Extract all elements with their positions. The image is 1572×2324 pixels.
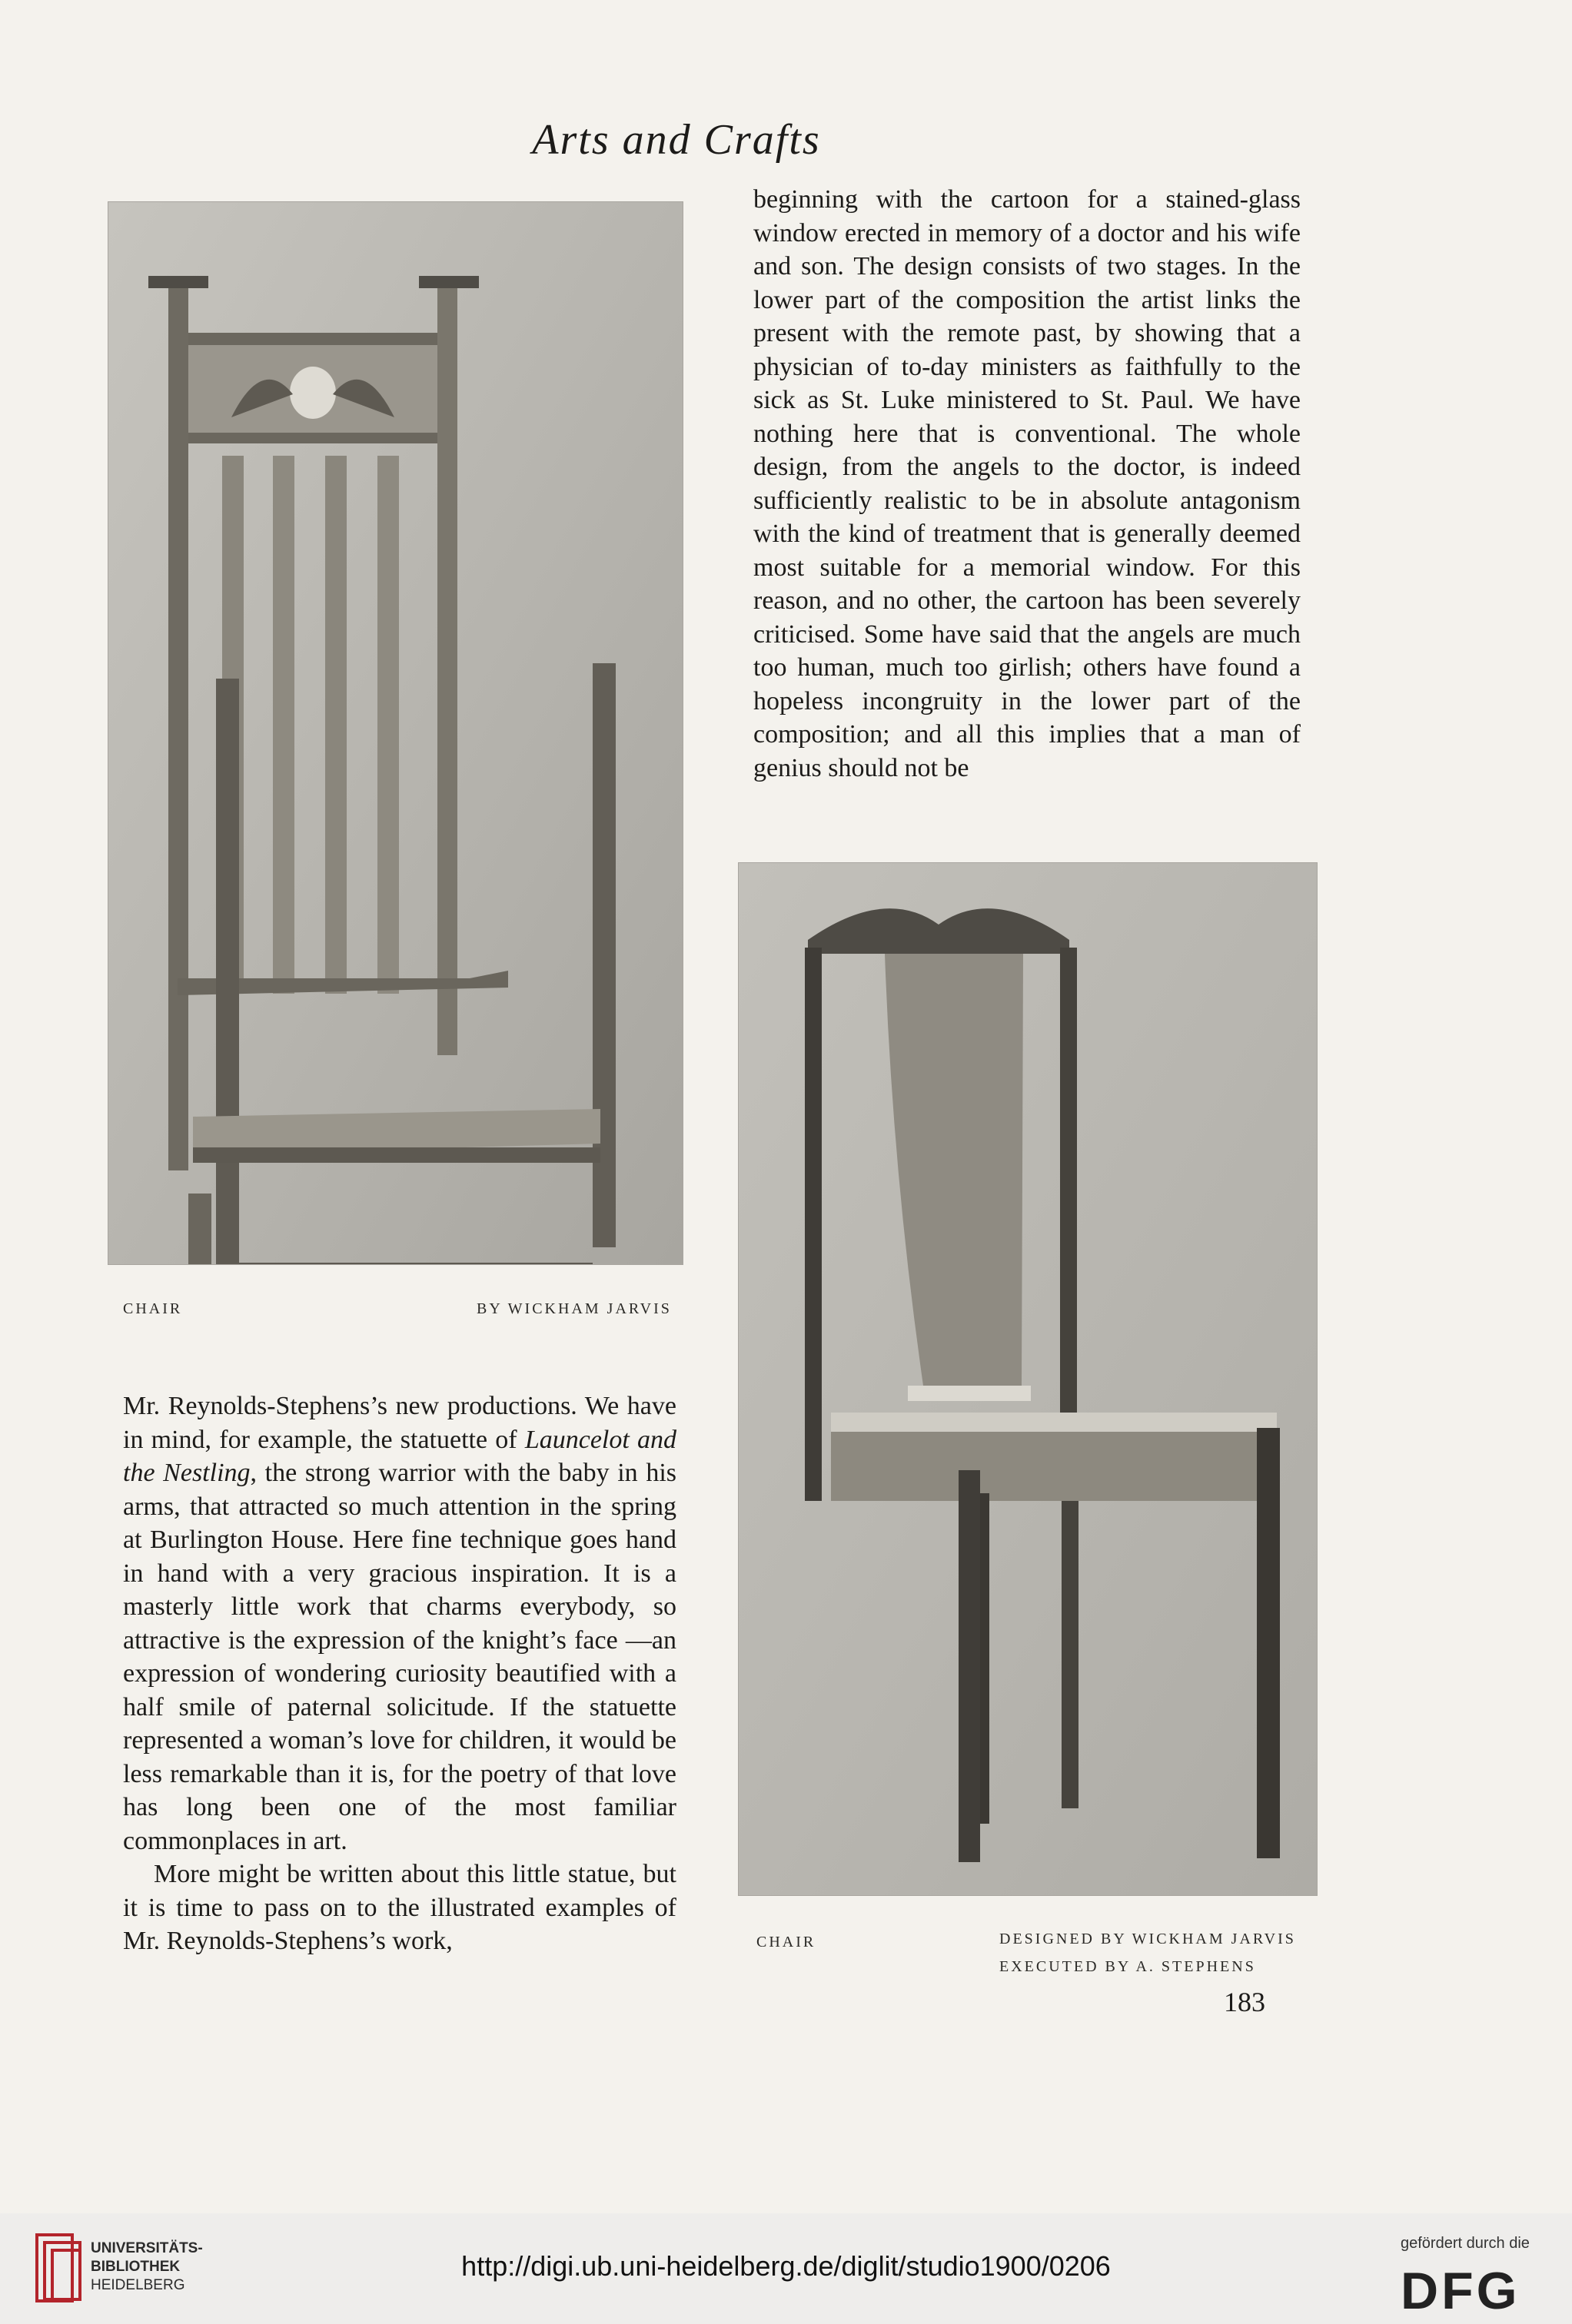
library-name-line: UNIVERSITÄTS- [91, 2240, 203, 2256]
plate-1-caption-right: BY WICKHAM JARVIS [477, 1300, 672, 1317]
body-text-left-column [123, 1389, 676, 1958]
plate-2-caption-right-line1: DESIGNED BY WICKHAM JARVIS [999, 1931, 1296, 1947]
photo-tall-back-chair [738, 862, 1318, 1896]
paragraph: beginning with the cartoon for a stained-glass window erected in memory of a doctor and his wife and son. The design consists of two stages. In the lower part of the composition the artist links the present with the remote past, by showing that a physician of to-day ministers as faithfully to the sick as St. Luke ministered to St. Paul. We have nothing here that is conventional. The whole design, from the angels to the doctor, is indeed sufficiently realistic to be in absolute antagonism with the kind of treatment that is generally deemed most suitable for a memorial window. For this reason, and no other, the cartoon has been severely criticised. Some have said that the angels are much too human, much too girlish; others have found a hopeless incongruity in the lower part of the composition; and all this implies that a man of genius should not be [753, 185, 1301, 782]
library-name-line: BIBLIOTHEK [91, 2259, 181, 2275]
page-number: 183 [1224, 1987, 1265, 2017]
plate-2-caption-right-line2: EXECUTED BY A. STEPHENS [999, 1958, 1256, 1975]
photo-armchair [108, 201, 683, 1265]
running-title: Arts and Crafts [532, 116, 821, 164]
library-name-line: HEIDELBERG [91, 2277, 185, 2293]
plate-1-caption-left: CHAIR [123, 1300, 183, 1317]
plate-2-caption-left: CHAIR [756, 1934, 816, 1950]
artwork-title: Launcelot and the Nestling [123, 1425, 677, 1487]
permalink-url[interactable]: http://digi.ub.uni-heidelberg.de/diglit/studio1900/0206 [461, 2250, 1111, 2282]
text-run: Mr. Reynolds-Stephens’s new productions. We have in mind, for example, the statuette of [123, 1392, 676, 1454]
dfg-logo: DFG [1401, 2262, 1520, 2320]
paragraph: More might be written about this little statue, but it is time to pass on to the illustrated examples of Mr. Reynolds-Stephens’s work, [123, 1860, 676, 1955]
funded-by-label: gefördert durch die [1401, 2235, 1530, 2252]
body-text-right-column [753, 183, 1301, 785]
text-run: , the strong warrior with the baby in his arms, that attracted so much attention in the spring at Burlington House. Here fine technique goes hand in hand with a very gracious inspiration. It is a masterly little work that charms everybody, so attractive is the expression of the knight’s face —an expression of wondering curiosity beautified with a half smile of paternal solicitude. If the statuette represented a woman’s love for children, it would be less remarkable than it is, for the poetry of that love has long been one of the most familiar commonplaces in art. [123, 1459, 676, 1855]
footer-banner [0, 2213, 1572, 2324]
paragraph [123, 1389, 676, 1858]
